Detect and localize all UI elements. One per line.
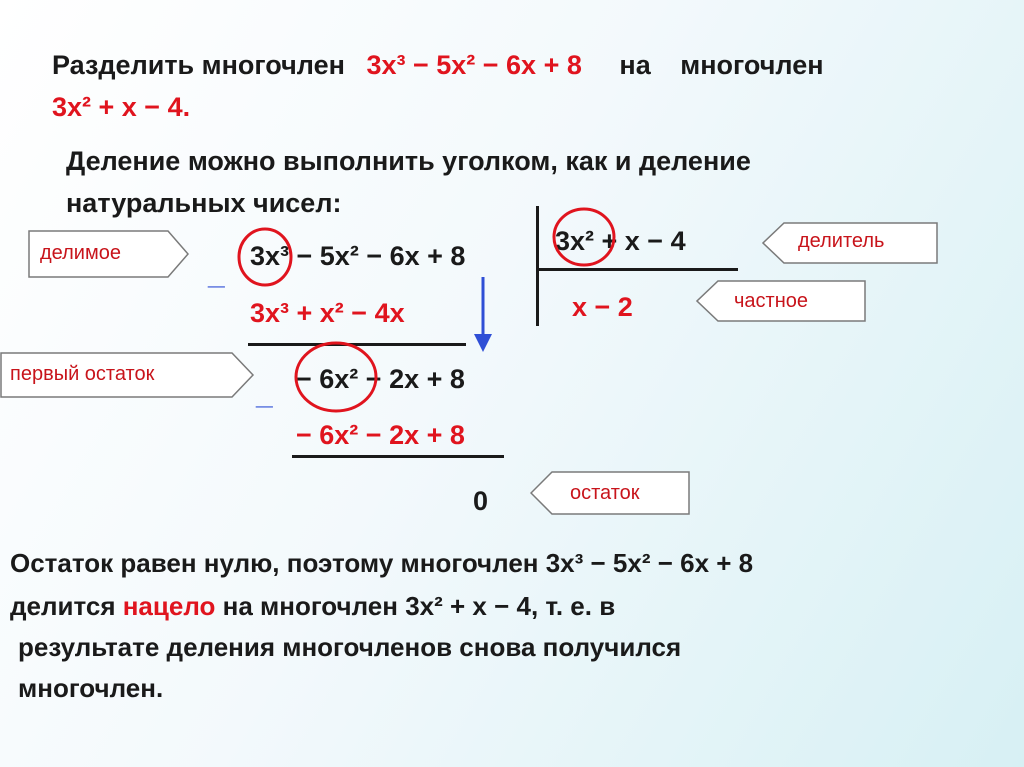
label-first-remainder-text: первый остаток xyxy=(10,363,155,385)
divisor-expression: 3x² + x − 4 xyxy=(555,226,686,256)
label-remainder xyxy=(530,471,690,515)
label-dividend-text: делимое xyxy=(40,242,121,264)
minus-sign-1: _ xyxy=(208,258,225,291)
conclusion-line-2-prefix: делится xyxy=(10,591,123,621)
circle-leading-divisor-term xyxy=(554,209,614,265)
subtrahend-1: 3x³ + x² − 4x xyxy=(250,298,405,328)
label-dividend xyxy=(28,230,190,278)
intro-prefix: Разделить многочлен xyxy=(52,50,345,80)
circle-leading-remainder-term xyxy=(296,343,376,411)
subtrahend-2: − 6x² − 2x + 8 xyxy=(296,420,465,450)
label-divisor xyxy=(762,222,938,264)
method-line-2: натуральных чисел: xyxy=(66,188,342,218)
quotient-expression: x − 2 xyxy=(572,292,633,322)
intro-mid: на xyxy=(619,50,651,80)
conclusion-line-4: многочлен. xyxy=(18,673,164,703)
conclusion-highlight-word: нацело xyxy=(122,591,216,621)
label-divisor-text: делитель xyxy=(798,230,885,252)
minus-sign-2: _ xyxy=(256,378,273,411)
intro-divisor-expression: 3x² + x − 4. xyxy=(52,92,191,122)
label-quotient-text: частное xyxy=(734,290,808,312)
conclusion-line-1: Остаток равен нулю, поэтому многочлен 3x³ − 5x² − 6x + 8 xyxy=(10,548,754,578)
dividend-expression: 3x³ − 5x² − 6x + 8 xyxy=(250,241,466,271)
conclusion-line-3: результате деления многочленов снова получился xyxy=(18,632,682,662)
label-first-remainder xyxy=(0,352,255,398)
label-quotient xyxy=(696,280,866,322)
label-remainder-text: остаток xyxy=(570,482,640,504)
method-line-1: Деление можно выполнить уголком, как и деление xyxy=(66,146,751,176)
circle-leading-dividend-term xyxy=(239,229,291,285)
intro-suffix: многочлен xyxy=(680,50,824,80)
conclusion-line-2 xyxy=(10,591,615,622)
intro-dividend-expression: 3x³ − 5x² − 6x + 8 xyxy=(366,50,582,80)
bring-down-arrow xyxy=(474,277,492,352)
first-remainder-expression: − 6x² − 2x + 8 xyxy=(296,364,465,394)
final-remainder: 0 xyxy=(473,486,489,516)
conclusion-line-2-suffix: на многочлен 3x² + x − 4, т. е. в xyxy=(215,591,616,621)
